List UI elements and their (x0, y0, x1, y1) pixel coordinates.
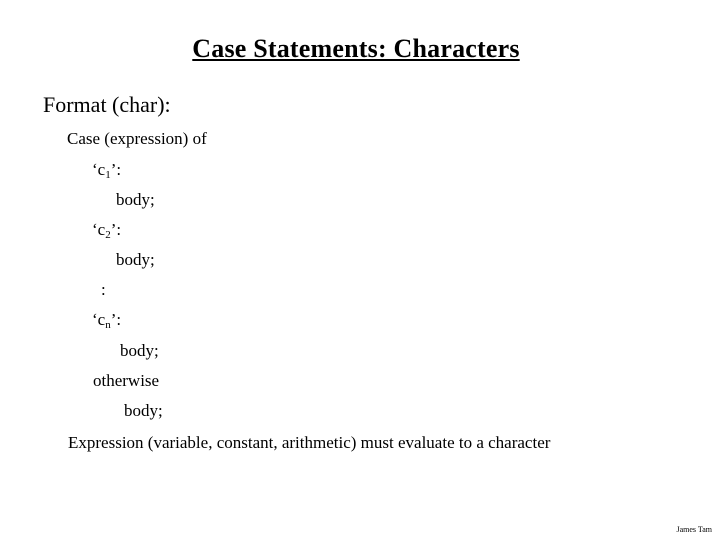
author-footer: James Tam (676, 525, 712, 534)
evaluation-note: Expression (variable, constant, arithmetic) must evaluate to a character (68, 433, 551, 452)
quote-open: ‘ (92, 220, 98, 239)
case-line: Case (expression) of (67, 129, 207, 148)
body-line-2: body; (116, 250, 155, 269)
char-c: c (97, 310, 106, 329)
case-label-cn (92, 310, 121, 330)
otherwise-line: otherwise (93, 371, 160, 390)
format-heading: Format (char): (43, 92, 171, 117)
quote-open: ‘ (92, 310, 98, 329)
slide-title: Case Statements: Characters (192, 34, 520, 63)
body-line-1: body; (116, 190, 155, 209)
char-c: c (97, 160, 106, 179)
char-c: c (97, 220, 106, 239)
subscript-1: 1 (105, 169, 111, 181)
quote-close: ’: (110, 160, 122, 179)
body-line-n: body; (120, 341, 159, 360)
case-label-c1 (92, 160, 121, 180)
quote-close: ’: (110, 310, 122, 329)
case-label-c2 (92, 220, 121, 240)
subscript-2: 2 (105, 229, 111, 241)
subscript-n: n (105, 319, 111, 331)
ellipsis-colon: : (101, 280, 106, 299)
quote-close: ’: (110, 220, 122, 239)
body-line-otherwise: body; (124, 401, 163, 420)
quote-open: ‘ (92, 160, 98, 179)
